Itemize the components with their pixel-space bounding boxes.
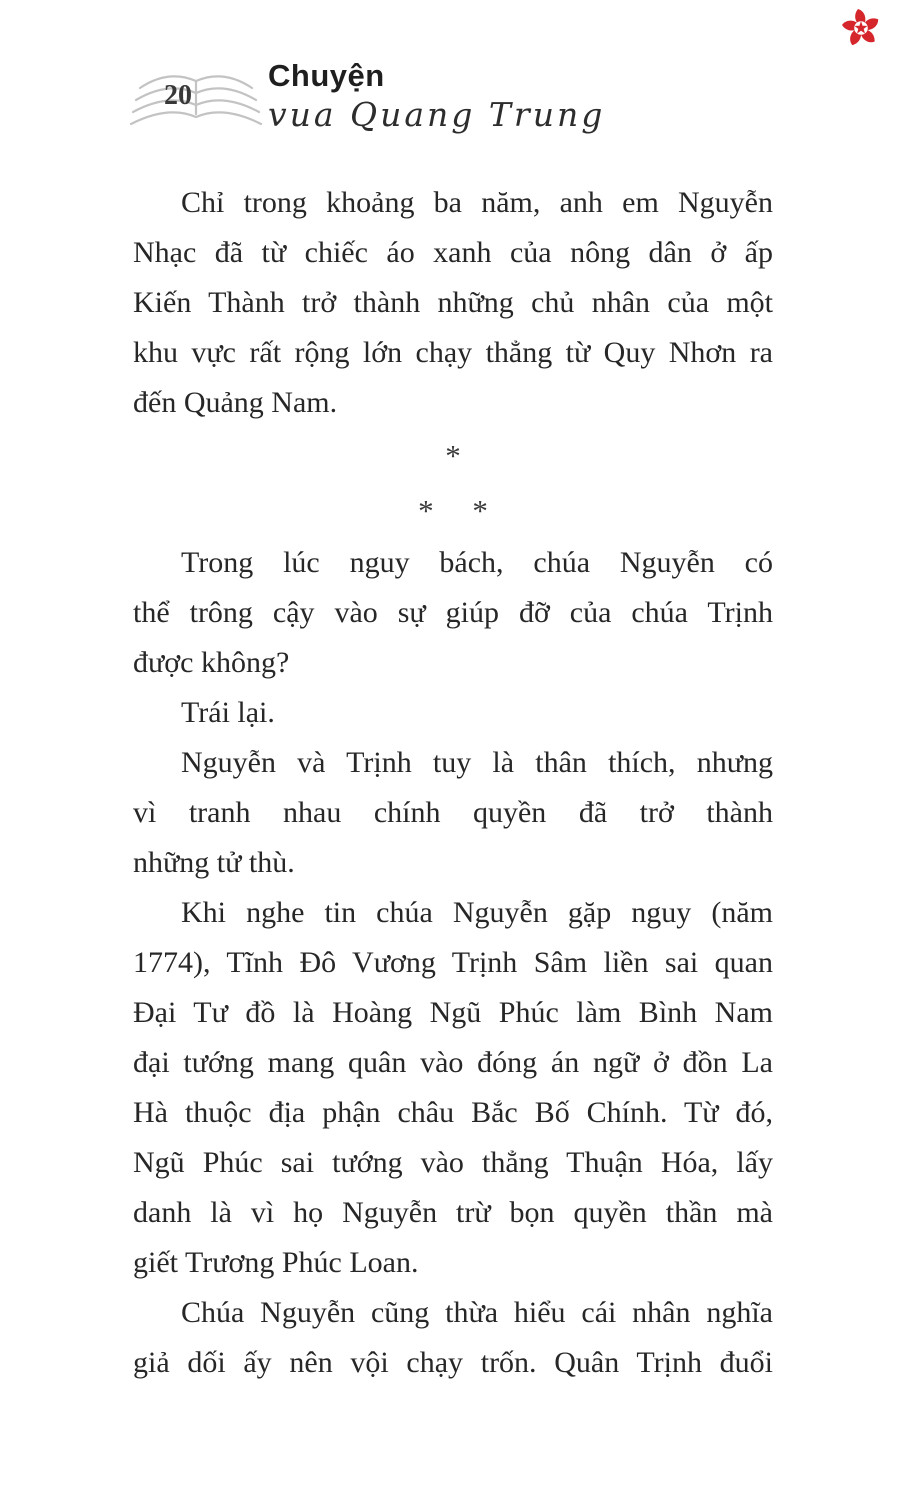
text-line: Ngũ Phúc sai tướng vào thẳng Thuận Hóa, lấy <box>133 1146 773 1179</box>
section-separator <box>133 428 773 538</box>
book-title: vua Quang Trung <box>268 95 606 134</box>
text-line: giết Trương Phúc Loan. <box>133 1246 419 1279</box>
paragraph <box>133 178 773 428</box>
text-line: Chỉ trong khoảng ba năm, anh em Nguyễn <box>181 186 773 219</box>
paragraph <box>133 1288 773 1388</box>
text-line: đến Quảng Nam. <box>133 386 338 419</box>
text-line: khu vực rất rộng lớn chạy thẳng từ Quy Nhơn ra <box>133 336 773 369</box>
open-book-icon <box>130 64 266 139</box>
text-line: được không? <box>133 646 290 679</box>
text-line: danh là vì họ Nguyễn trừ bọn quyền thần mà <box>133 1196 773 1229</box>
paragraph <box>133 538 773 688</box>
text-line: Nhạc đã từ chiếc áo xanh của nông dân ở ấp <box>133 236 773 269</box>
text-line: những tử thù. <box>133 846 295 879</box>
text-line: Hà thuộc địa phận châu Bắc Bố Chính. Từ đó, <box>133 1096 773 1129</box>
text-line: vì tranh nhau chính quyền đã trở thành <box>133 796 773 829</box>
header-titles <box>268 58 605 134</box>
body-text <box>133 178 773 1388</box>
text-line: đại tướng mang quân vào đóng án ngữ ở đồn La <box>133 1046 773 1079</box>
text-line: Đại Tư đồ là Hoàng Ngũ Phúc làm Bình Nam <box>133 996 773 1029</box>
text-line: Trái lại. <box>181 696 275 729</box>
text-line: giả dối ấy nên vội chạy trốn. Quân Trịnh đuổi <box>133 1346 773 1379</box>
text-line: Nguyễn và Trịnh tuy là thân thích, nhưng <box>181 746 773 779</box>
text-line: 1774), Tĩnh Đô Vương Trịnh Sâm liền sai quan <box>133 946 773 979</box>
text-line: thể trông cậy vào sự giúp đỡ của chúa Trịnh <box>133 596 773 629</box>
paragraph <box>133 738 773 888</box>
text-line: Khi nghe tin chúa Nguyễn gặp nguy (năm <box>181 896 773 929</box>
text-line: Kiến Thành trở thành những chủ nhân của một <box>133 286 773 319</box>
page-number: 20 <box>164 80 192 111</box>
paragraph <box>133 888 773 1288</box>
series-title: Chuyện <box>268 58 385 93</box>
separator-asterisks: * <box>445 438 461 473</box>
separator-asterisks: * * <box>418 493 488 528</box>
text-line: Trong lúc nguy bách, chúa Nguyễn có <box>181 546 773 579</box>
flower-icon <box>842 7 880 54</box>
paragraph <box>133 688 773 738</box>
text-line: Chúa Nguyễn cũng thừa hiểu cái nhân nghĩa <box>181 1296 773 1329</box>
